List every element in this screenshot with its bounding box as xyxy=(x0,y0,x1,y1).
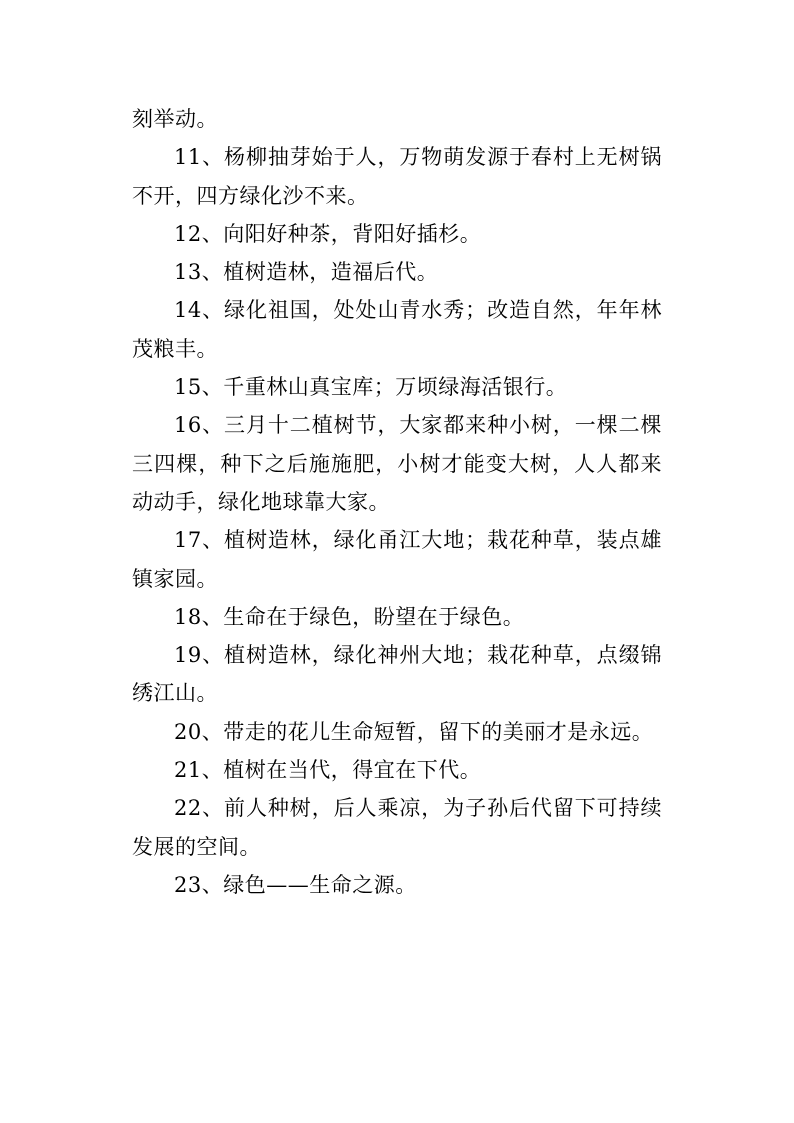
paragraph-continuation: 刻举动。 xyxy=(132,107,218,131)
paragraph-item-13: 13、植树造林，造福后代。 xyxy=(174,260,439,285)
paragraph-item-16: 16、三月十二植树节，大家都来种小树，一棵二棵三四棵，种下之后施施肥，小树才能变大树，人人都来动动手，绿化地球靠大家。 xyxy=(132,413,662,514)
paragraph-item-14: 14、绿化祖国，处处山青水秀；改造自然，年年林茂粮丰。 xyxy=(132,298,662,361)
paragraph-item-22: 22、前人种树，后人乘凉，为子孙后代留下可持续发展的空间。 xyxy=(132,796,662,859)
document-body xyxy=(132,100,662,904)
paragraph-item-12: 12、向阳好种茶，背阳好插杉。 xyxy=(174,221,482,246)
paragraph-item-17: 17、植树造林，绿化甬江大地；栽花种草，装点雄镇家园。 xyxy=(132,528,662,591)
paragraph-item-11: 11、杨柳抽芽始于人，万物萌发源于春村上无树锅不开，四方绿化沙不来。 xyxy=(132,145,662,208)
paragraph-item-23: 23、绿色——生命之源。 xyxy=(174,872,417,897)
paragraph-item-15: 15、千重林山真宝库；万顷绿海活银行。 xyxy=(174,375,568,400)
paragraph-item-20: 20、带走的花儿生命短暂，留下的美丽才是永远。 xyxy=(174,719,654,744)
paragraph-item-18: 18、生命在于绿色，盼望在于绿色。 xyxy=(174,604,525,629)
paragraph-item-19: 19、植树造林，绿化神州大地；栽花种草，点缀锦绣江山。 xyxy=(132,643,662,706)
paragraph-item-21: 21、植树在当代，得宜在下代。 xyxy=(174,758,482,783)
